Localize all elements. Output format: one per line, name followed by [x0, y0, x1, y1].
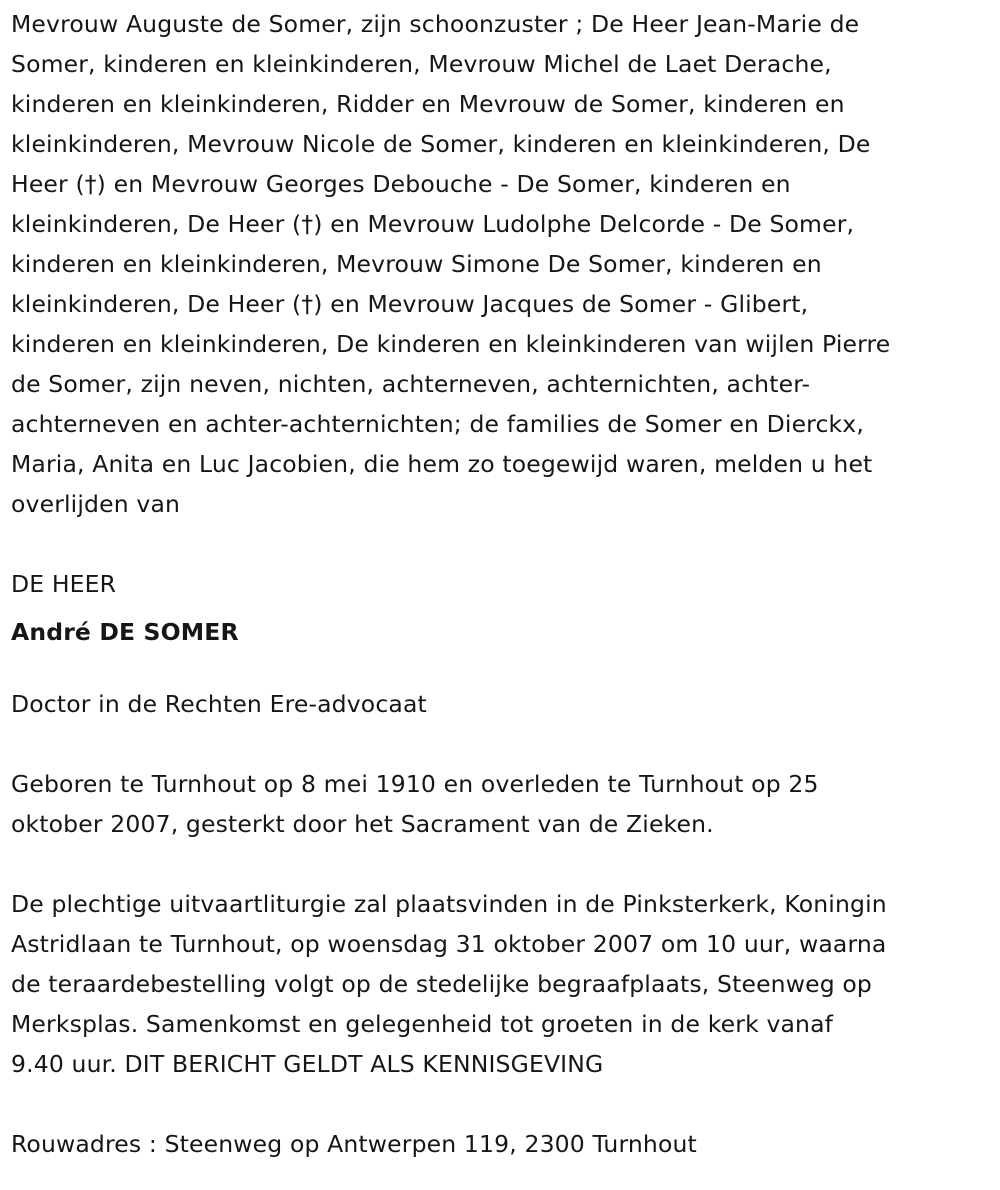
- funeral-paragraph: De plechtige uitvaartliturgie zal plaatsvinden in de Pinksterkerk, Koningin Astridlaan te Turnhout, op woensdag 31 oktober 2007 om 10 uur, waarna de teraardebestelling volgt op de stedelijke begraafplaats, Steenweg op Merksplas. Samenkomst en gelegenheid tot groeten in de kerk vanaf 9.40 uur. DIT BERICHT GELDT ALS KENNISGEVING: [11, 890, 887, 1078]
- spacer: [11, 1084, 991, 1124]
- spacer: [11, 652, 991, 684]
- intro-paragraph: Mevrouw Auguste de Somer, zijn schoonzuster ; De Heer Jean-Marie de Somer, kinderen en kleinkinderen, Mevrouw Michel de Laet Derache, kinderen en kleinkinderen, Ridder en Mevrouw de Somer, kinderen en kleinkinderen, Mevrouw Nicole de Somer, kinderen en kleinkinderen, De Heer (†) en Mevrouw Georges Debouche - De Somer, kinderen en kleinkinderen, De Heer (†) en Mevrouw Ludolphe Delcorde - De Somer, kinderen en kleinkinderen, Mevrouw Simone De Somer, kinderen en kleinkinderen, De Heer (†) en Mevrouw Jacques de Somer - Glibert, kinderen en kleinkinderen, De kinderen en kleinkinderen van wijlen Pierre de Somer, zijn neven, nichten, achterneven, achternichten, achter- achterneven en achter-achternichten; de families de Somer en Dierckx, Maria, Anita en Luc Jacobien, die hem zo toegewijd waren, melden u het overlijden van: [11, 10, 891, 518]
- spacer: [11, 844, 991, 884]
- spacer: [11, 524, 991, 564]
- birth-death-paragraph: Geboren te Turnhout op 8 mei 1910 en overleden te Turnhout op 25 oktober 2007, gesterkt door het Sacrament van de Zieken.: [11, 770, 819, 838]
- mourning-address: Rouwadres : Steenweg op Antwerpen 119, 2300 Turnhout: [11, 1130, 697, 1158]
- spacer: [11, 724, 991, 764]
- honorific: DE HEER: [11, 570, 117, 598]
- deceased-name: André DE SOMER: [11, 618, 239, 646]
- professional-title: Doctor in de Rechten Ere-advocaat: [11, 690, 427, 718]
- death-notice: [11, 4, 991, 1164]
